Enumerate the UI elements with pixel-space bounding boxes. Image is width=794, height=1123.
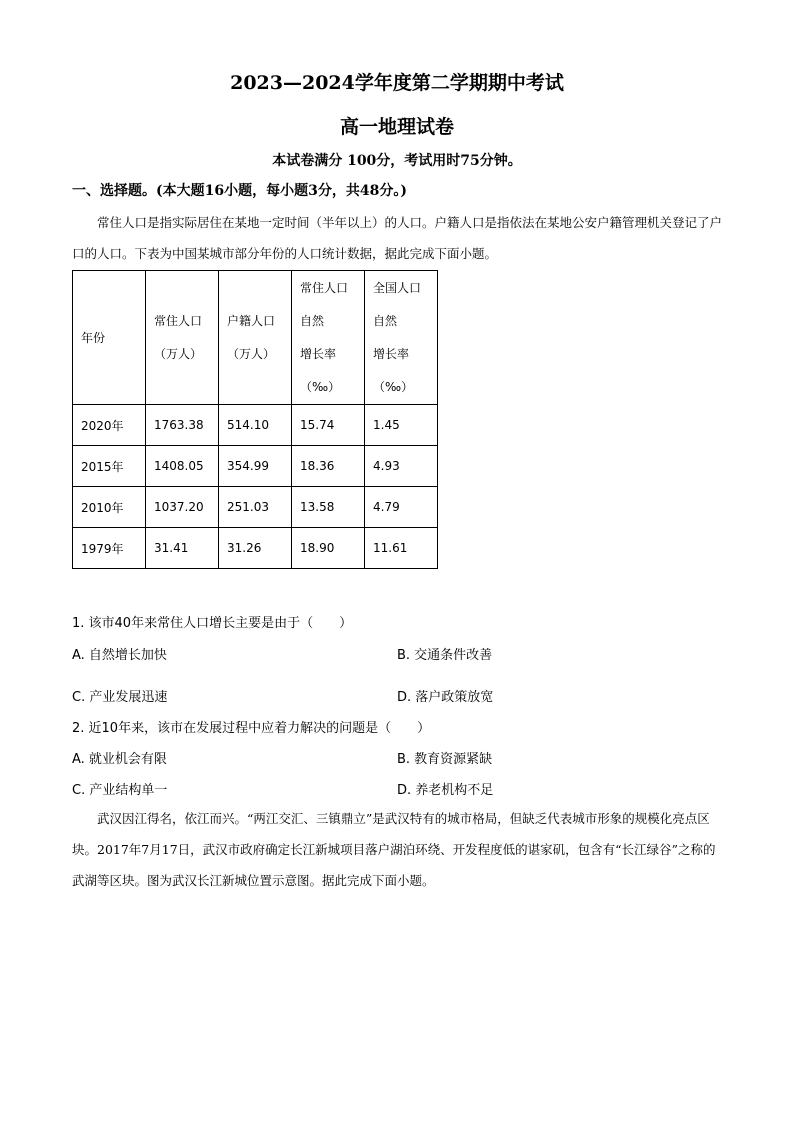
question-1-option-a[interactable]: A. 自然增长加快: [72, 648, 167, 663]
population-table: [72, 270, 438, 569]
table-cell: 15.74: [292, 405, 365, 446]
section-heading: 一、选择题。(本大题16小题，每小题3分，共48分。): [72, 183, 407, 199]
exam-info: 本试卷满分 100分，考试用时75分钟。: [272, 153, 522, 169]
passage-population: 常住人口是指实际居住在某地一定时间（半年以上）的人口。户籍人口是指依法在某地公安户籍管理机关登记了户口的人口。下表为中国某城市部分年份的人口统计数据，据此完成下面小题。: [72, 215, 723, 261]
table-cell: 1979年: [73, 528, 146, 569]
passage-wuhan: 武汉因江得名，依江而兴。“两江交汇、三镇鼎立”是武汉特有的城市格局，但缺乏代表城市形象的规模化亮点区块。2017年7月17日，武汉市政府确定长江新城项目落户湖泊环绕、开发程度低的谌家矶，包含有“长江绿谷”之称的武湖等区块。图为武汉长江新城位置示意图。据此完成下面小题。: [72, 811, 716, 888]
table-cell: 1408.05: [146, 446, 219, 487]
table-cell: 2015年: [73, 446, 146, 487]
question-2-option-c[interactable]: C. 产业结构单一: [72, 783, 168, 798]
table-cell: 4.79: [365, 487, 438, 528]
header-cell-national-growth: 全国人口 自然 增长率 （‰）: [365, 271, 438, 405]
exam-subtitle: 高一地理试卷: [339, 116, 454, 138]
table-cell: 1763.38: [146, 405, 219, 446]
table-cell: 31.26: [219, 528, 292, 569]
table-row: [73, 528, 438, 569]
table-cell: 18.36: [292, 446, 365, 487]
table-cell: 31.41: [146, 528, 219, 569]
table-cell: 18.90: [292, 528, 365, 569]
header-cell-registered-pop: 户籍人口 （万人）: [219, 271, 292, 405]
table-cell: 2010年: [73, 487, 146, 528]
table-cell: 1.45: [365, 405, 438, 446]
table-cell: 1037.20: [146, 487, 219, 528]
question-2-option-a[interactable]: A. 就业机会有限: [72, 752, 167, 767]
question-1-option-d[interactable]: D. 落户政策放宽: [397, 690, 494, 705]
question-1-option-c[interactable]: C. 产业发展迅速: [72, 690, 168, 705]
table-cell: 11.61: [365, 528, 438, 569]
exam-title: 2023—2024学年度第二学期期中考试: [230, 72, 564, 94]
question-2-option-b[interactable]: B. 教育资源紧缺: [397, 752, 493, 767]
header-cell-year: 年份: [73, 271, 146, 405]
table-cell: 514.10: [219, 405, 292, 446]
table-cell: 354.99: [219, 446, 292, 487]
table-cell: 2020年: [73, 405, 146, 446]
table-row: [73, 446, 438, 487]
question-1-option-b[interactable]: B. 交通条件改善: [397, 648, 493, 663]
table-row: [73, 405, 438, 446]
table-cell: 4.93: [365, 446, 438, 487]
table-cell: 251.03: [219, 487, 292, 528]
table-header-row: [73, 271, 438, 405]
table-cell: 13.58: [292, 487, 365, 528]
question-2-option-d[interactable]: D. 养老机构不足: [397, 783, 494, 798]
question-1-stem: 1. 该市40年来常住人口增长主要是由于（ ）: [72, 616, 353, 631]
header-cell-resident-pop: 常住人口 （万人）: [146, 271, 219, 405]
question-2-stem: 2. 近10年来，该市在发展过程中应着力解决的问题是（ ）: [72, 721, 431, 736]
header-cell-resident-growth: 常住人口 自然 增长率 （‰）: [292, 271, 365, 405]
table-row: [73, 487, 438, 528]
